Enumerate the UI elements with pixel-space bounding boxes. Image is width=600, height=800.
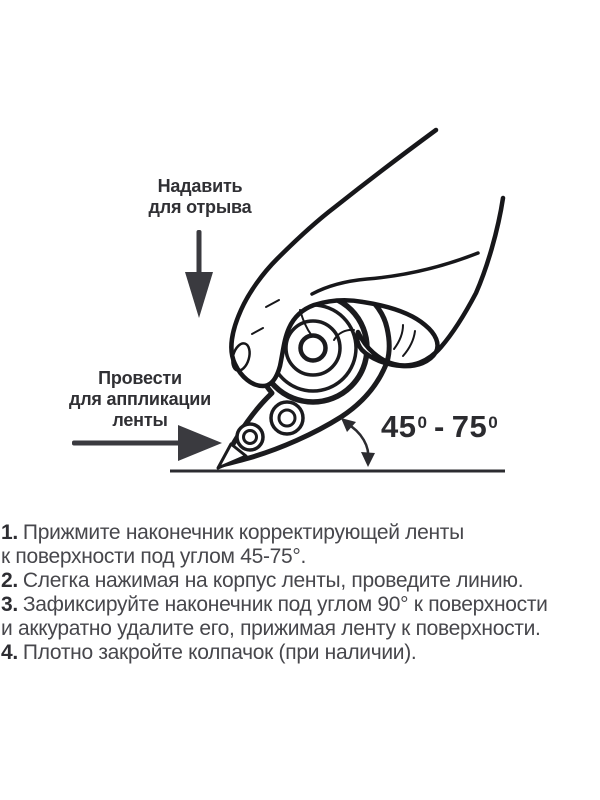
press-label xyxy=(105,176,295,218)
apply-label-line1: Провести xyxy=(98,368,182,388)
instruction-number: 3. xyxy=(1,593,18,616)
instruction-line: 2. Слегка нажимая на корпус ленты, проведите линию. xyxy=(1,569,524,592)
apply-label-line2: для аппликации xyxy=(68,389,212,409)
angle-to-sup: 0 xyxy=(488,412,498,432)
press-label-line2: для отрыва xyxy=(148,197,252,217)
instruction-line: и аккуратно удалите его, прижимая ленту к поверхности. xyxy=(1,617,541,640)
instruction-line: 3. Зафиксируйте наконечник под углом 90° к поверхности xyxy=(1,593,548,616)
hand-illustration xyxy=(229,130,503,386)
press-label-line1: Надавить xyxy=(157,176,243,196)
tape-spool-hub xyxy=(301,336,326,361)
angle-to: 75 xyxy=(451,409,488,444)
instruction-number: 1. xyxy=(1,521,18,544)
angle-from-sup: 0 xyxy=(417,412,427,432)
instruction-number: 4. xyxy=(1,641,18,664)
angle-from: 45 xyxy=(381,409,417,444)
instruction-line: 4. Плотно закройте колпачок (при наличии). xyxy=(1,641,417,664)
apply-label-line3: ленты xyxy=(112,410,168,430)
instruction-line: 1. Прижмите наконечник корректирующей ленты xyxy=(1,521,464,544)
press-arrow-icon xyxy=(185,230,213,318)
angle-separator: - xyxy=(433,409,445,444)
apply-label xyxy=(40,368,240,431)
instructions-list xyxy=(1,521,600,665)
instruction-line: к поверхности под углом 45-75°. xyxy=(1,545,307,568)
instruction-number: 2. xyxy=(1,569,18,592)
gear-roller-small xyxy=(237,424,263,450)
angle-arc-icon xyxy=(341,418,375,467)
gear-roller-large xyxy=(271,402,303,434)
angle-range-label xyxy=(381,409,498,445)
